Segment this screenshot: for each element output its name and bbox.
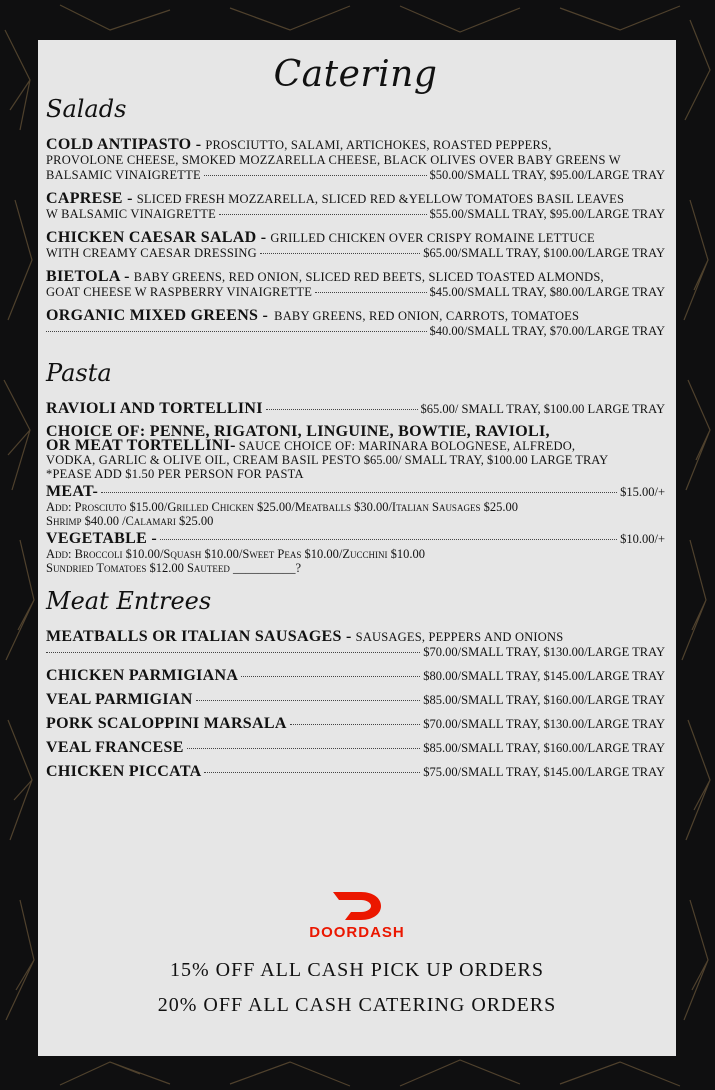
menu-item-cold-antipasto: [46, 137, 665, 183]
vegetable-addons: Add: Broccoli $10.00/Squash $10.00/Sweet Peas $10.00/Zucchini $10.00: [46, 547, 425, 561]
item-name: VEAL FRANCESE: [46, 739, 184, 756]
item-price: $65.00/ SMALL TRAY, $100.00 LARGE TRAY: [363, 453, 609, 467]
item-price: $15.00/+: [620, 485, 665, 499]
item-price: $50.00/SMALL TRAY, $95.00/LARGE TRAY: [429, 168, 665, 182]
doordash-wordmark: DOORDASH: [309, 924, 405, 941]
item-desc: PROSCIUTTO, SALAMI, ARTICHOKES, ROASTED PEPPERS,: [205, 138, 552, 152]
item-name: ORGANIC MIXED GREENS -: [46, 307, 269, 324]
doordash-logo-icon: [331, 890, 383, 920]
menu-item-bietola: [46, 269, 665, 300]
menu-item-organic-mixed-greens: [46, 308, 665, 339]
meat-addons: Shrimp $40.00 /Calamari $25.00: [46, 514, 214, 528]
vegetable-addons: Sundried Tomatoes $12.00 Sauteed __________?: [46, 561, 302, 575]
item-desc: W BALSAMIC VINAIGRETTE: [46, 207, 216, 221]
item-price: $65.00/ SMALL TRAY, $100.00 LARGE TRAY: [420, 402, 665, 416]
item-name: CHICKEN CAESAR SALAD -: [46, 229, 267, 246]
item-desc: WITH CREAMY CAESAR DRESSING: [46, 246, 257, 260]
item-desc: GOAT CHEESE W RASPBERRY VINAIGRETTE: [46, 285, 313, 299]
item-name: PORK SCALOPPINI MARSALA: [46, 715, 287, 732]
leader-dots: [219, 214, 427, 215]
menu-item-meat: [46, 484, 665, 528]
item-name: CHICKEN PICCATA: [46, 763, 202, 780]
item-price: $45.00/SMALL TRAY, $80.00/LARGE TRAY: [429, 285, 665, 299]
item-name: CHICKEN PARMIGIANA: [46, 667, 239, 684]
salads-heading: Salads: [46, 95, 127, 123]
item-desc: BABY GREENS, RED ONION, CARROTS, TOMATOES: [274, 309, 580, 323]
leader-dots: [46, 331, 427, 332]
item-name: OR MEAT TORTELLINI-: [46, 437, 236, 454]
pasta-note: *PEASE ADD $1.50 PER PERSON FOR PASTA: [46, 467, 304, 481]
menu-item-caprese: [46, 191, 665, 222]
item-name: CHOICE OF: PENNE, RIGATONI, LINGUINE, BOWTIE, RAVIOLI,: [46, 423, 550, 440]
menu-item-chicken-piccata: [46, 764, 665, 780]
menu-item-meatballs: [46, 629, 665, 660]
leader-dots: [196, 700, 421, 701]
menu-item-veal-francese: [46, 740, 665, 756]
item-price: $70.00/SMALL TRAY, $130.00/LARGE TRAY: [423, 645, 665, 659]
leader-dots: [204, 175, 427, 176]
menu-item-vegetable: [46, 531, 665, 575]
leader-dots: [290, 724, 421, 725]
leader-dots: [260, 253, 420, 254]
meat-entrees-section: [46, 587, 665, 780]
item-name: MEAT-: [46, 483, 99, 500]
item-desc: SAUCE CHOICE OF: MARINARA BOLOGNESE, ALFREDO,: [238, 439, 576, 453]
menu-item-chicken-parmigiana: [46, 668, 665, 684]
item-desc: VODKA, GARLIC & OLIVE OIL, CREAM BASIL PESTO: [46, 453, 361, 467]
leader-dots: [315, 292, 426, 293]
item-name: CAPRESE -: [46, 190, 133, 207]
leader-dots: [160, 539, 617, 540]
item-price: $75.00/SMALL TRAY, $145.00/LARGE TRAY: [423, 765, 665, 779]
leader-dots: [241, 676, 420, 677]
pasta-heading: Pasta: [46, 359, 112, 387]
item-name: MEATBALLS OR ITALIAN SAUSAGES -: [46, 628, 352, 645]
item-desc: GRILLED CHICKEN OVER CRISPY ROMAINE LETTUCE: [270, 231, 595, 245]
menu-item-pork-scaloppini: [46, 716, 665, 732]
salads-section: [46, 95, 665, 339]
item-name: COLD ANTIPASTO -: [46, 136, 202, 153]
item-price: $10.00/+: [620, 532, 665, 546]
item-name: BIETOLA -: [46, 268, 130, 285]
item-name: VEAL PARMIGIAN: [46, 691, 193, 708]
menu-item-veal-parmigian: [46, 692, 665, 708]
leader-dots: [101, 492, 617, 493]
meat-addons: Add: Prosciuto $15.00/Grilled Chicken $25.00/Meatballs $30.00/Italian Sausages $25.00: [46, 500, 518, 514]
leader-dots: [266, 409, 418, 410]
item-desc: SAUSAGES, PEPPERS AND ONIONS: [355, 630, 564, 644]
item-price: $85.00/SMALL TRAY, $160.00/LARGE TRAY: [423, 693, 665, 707]
item-price: $65.00/SMALL TRAY, $100.00/LARGE TRAY: [423, 246, 665, 260]
promo-catering: 20% OFF ALL CASH CATERING ORDERS: [157, 994, 557, 1016]
menu-item-ravioli: [46, 401, 665, 417]
item-price: $55.00/SMALL TRAY, $95.00/LARGE TRAY: [429, 207, 665, 221]
leader-dots: [187, 748, 421, 749]
item-name: VEGETABLE -: [46, 530, 158, 547]
menu-item-pasta-choice: [46, 425, 665, 481]
pasta-section: [46, 359, 665, 575]
item-desc: PROVOLONE CHEESE, SMOKED MOZZARELLA CHEESE, BLACK OLIVES OVER BABY GREENS W: [46, 153, 621, 167]
menu-card: [38, 40, 676, 1056]
promo-pickup: 15% OFF ALL CASH PICK UP ORDERS: [169, 959, 545, 981]
item-desc: BALSAMIC VINAIGRETTE: [46, 168, 201, 182]
item-price: $40.00/SMALL TRAY, $70.00/LARGE TRAY: [429, 324, 665, 338]
item-desc: SLICED FRESH MOZZARELLA, SLICED RED &YELLOW TOMATOES BASIL LEAVES: [136, 192, 625, 206]
footer: [38, 890, 676, 1017]
meat-entrees-heading: Meat Entrees: [46, 587, 212, 615]
leader-dots: [46, 652, 420, 653]
page-title: Catering: [273, 54, 438, 95]
item-price: $85.00/SMALL TRAY, $160.00/LARGE TRAY: [423, 741, 665, 755]
menu-item-chicken-caesar: [46, 230, 665, 261]
leader-dots: [204, 772, 420, 773]
item-desc: BABY GREENS, RED ONION, SLICED RED BEETS, SLICED TOASTED ALMONDS,: [133, 270, 604, 284]
item-name: RAVIOLI AND TORTELLINI: [46, 400, 263, 417]
item-price: $80.00/SMALL TRAY, $145.00/LARGE TRAY: [423, 669, 665, 683]
item-price: $70.00/SMALL TRAY, $130.00/LARGE TRAY: [423, 717, 665, 731]
